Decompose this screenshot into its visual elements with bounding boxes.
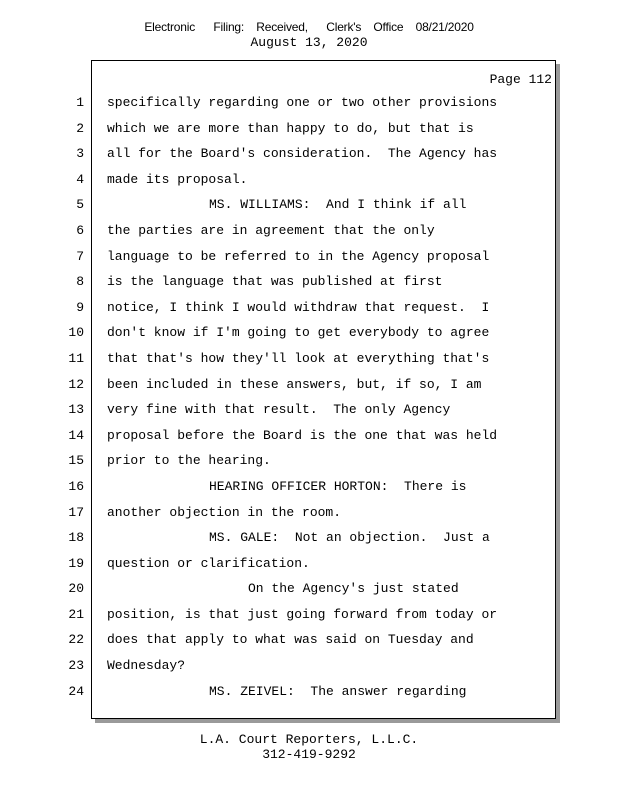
transcript-line (0, 423, 618, 449)
line-number: 9 (76, 299, 84, 315)
page-number: Page 112 (489, 72, 552, 87)
transcript-line (0, 116, 618, 142)
line-number: 24 (68, 683, 84, 699)
line-number: 18 (68, 530, 84, 546)
transcript-line (0, 551, 618, 577)
transcript-line (0, 525, 618, 551)
line-number: 6 (76, 222, 84, 238)
line-text: proposal before the Board is the one that was held (107, 427, 498, 443)
line-number: 7 (76, 248, 84, 264)
transcript-line (0, 653, 618, 679)
line-text: specifically regarding one or two other provisions (107, 95, 498, 110)
line-text: don't know if I'm going to get everybody to agree (107, 325, 490, 341)
transcript-line (0, 474, 618, 500)
line-number: 8 (76, 274, 84, 290)
line-number: 23 (68, 658, 84, 674)
reporter-footer (0, 732, 618, 762)
line-number: 14 (68, 427, 84, 443)
line-text: made its proposal. (107, 171, 248, 187)
line-number: 19 (68, 555, 84, 571)
line-text: that that's how they'll look at everything that's (107, 350, 490, 366)
line-text: On the Agency's just stated (248, 581, 459, 597)
line-text: prior to the hearing. (107, 453, 271, 469)
transcript-line (0, 141, 618, 167)
line-number: 5 (76, 197, 84, 213)
line-text: very fine with that result. The only Agency (107, 402, 451, 418)
filing-stamp: Electronic Filing: Received, Clerk's Office 08/21/2020 (144, 20, 474, 34)
line-text: which we are more than happy to do, but that is (107, 120, 474, 136)
reporter-company: L.A. Court Reporters, L.L.C. (199, 732, 419, 747)
line-number: 12 (68, 376, 84, 392)
line-text: MS. WILLIAMS: And I think if all (209, 197, 467, 213)
line-text: language to be referred to in the Agency proposal (107, 248, 490, 264)
line-text: MS. GALE: Not an objection. Just a (209, 530, 490, 546)
transcript-lines (0, 90, 618, 704)
line-number: 3 (76, 146, 84, 162)
line-number: 13 (68, 402, 84, 418)
transcript-line (0, 167, 618, 193)
line-number: 21 (68, 606, 84, 622)
transcript-line (0, 397, 618, 423)
line-number: 4 (76, 171, 84, 187)
transcript-line (0, 627, 618, 653)
line-text: another objection in the room. (107, 504, 342, 520)
transcript-line (0, 244, 618, 270)
line-number: 16 (68, 478, 84, 494)
line-number: 10 (68, 325, 84, 341)
line-text: HEARING OFFICER HORTON: There is (209, 478, 467, 494)
transcript-line (0, 576, 618, 602)
line-text: notice, I think I would withdraw that request. I (107, 299, 490, 315)
transcript-line (0, 346, 618, 372)
transcript-line (0, 500, 618, 526)
transcript-line (0, 448, 618, 474)
line-text: question or clarification. (107, 555, 310, 571)
line-text: does that apply to what was said on Tuesday and (107, 632, 474, 648)
transcript-date: August 13, 2020 (250, 35, 368, 50)
line-number: 2 (76, 120, 84, 136)
line-number: 15 (68, 453, 84, 469)
line-text: MS. ZEIVEL: The answer regarding (209, 683, 467, 699)
transcript-line (0, 218, 618, 244)
line-text: position, is that just going forward from today or (107, 606, 498, 622)
line-text: been included in these answers, but, if so, I am (107, 376, 482, 392)
line-number: 17 (68, 504, 84, 520)
line-text: is the language that was published at first (107, 274, 443, 290)
reporter-phone: 312-419-9292 (262, 747, 356, 762)
line-text: all for the Board's consideration. The Agency has (107, 146, 498, 162)
line-number: 22 (68, 632, 84, 648)
line-number: 11 (68, 350, 84, 366)
line-text: Wednesday? (107, 658, 186, 674)
line-number: 1 (76, 95, 84, 110)
transcript-line (0, 295, 618, 321)
line-text: the parties are in agreement that the only (107, 222, 435, 238)
transcript-line (0, 269, 618, 295)
transcript-line (0, 192, 618, 218)
transcript-line (0, 372, 618, 398)
transcript-line (0, 320, 618, 346)
line-number: 20 (68, 581, 84, 597)
transcript-line (0, 90, 618, 116)
transcript-line (0, 679, 618, 705)
transcript-line (0, 602, 618, 628)
